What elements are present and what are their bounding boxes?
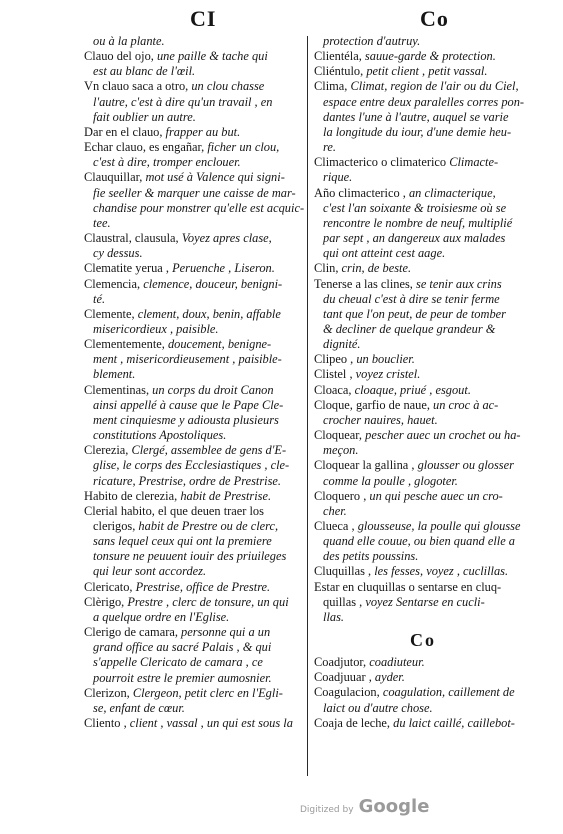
headword: Cloquero , [314,488,367,503]
headword: Cliento , [84,716,127,731]
definition: un bouclier. [353,352,415,367]
headword: Cloquear la gallina , [314,458,415,473]
dictionary-line [84,34,300,49]
definition: Clergé, assemblee de gens d'E- [128,443,287,458]
running-head-left: CI [190,6,217,31]
dictionary-line [314,685,532,700]
dictionary-line [314,216,532,231]
definition: voyez cristel. [352,367,421,382]
dictionary-line [84,125,300,140]
definition: cy dessus. [93,246,143,261]
dictionary-line [84,79,300,94]
dictionary-line [314,231,532,246]
headword: Clauo del ojo, [84,49,154,64]
definition: habit de Prestrise. [177,488,272,503]
definition: fait oublier un autre. [93,109,196,124]
headword: Clin, [314,261,339,276]
definition: tant que l'on peut, de peur de tomber [323,306,506,321]
definition: clemence, douceur, benigni- [140,276,283,291]
headword: Clipeo , [314,352,354,367]
definition: glousser ou glosser [414,458,514,473]
dictionary-line [84,110,300,125]
dictionary-line [84,337,300,352]
dictionary-line [314,79,532,94]
dictionary-line [314,125,532,140]
dictionary-line [314,367,532,382]
dictionary-line [314,413,532,428]
dictionary-line [84,625,300,640]
digitized-by-text: Digitized by [300,805,354,815]
definition: dantes l'une à l'autre, auquel se varie [323,109,509,124]
dictionary-line [84,261,300,276]
headword: Dar en el clauo, [84,124,163,139]
definition: ficher un clou, [204,140,280,155]
headword: Clericato, [84,579,133,594]
dictionary-line [314,155,532,170]
headword: Clima, [314,79,348,94]
dictionary-line [84,489,300,504]
dictionary-line [314,95,532,110]
definition: s'appelle Clericato de camara , ce [93,655,263,670]
dictionary-line [314,595,532,610]
headword: Clientéla, [314,49,362,64]
dictionary-line [84,610,300,625]
dictionary-line [84,595,300,610]
dictionary-line [84,322,300,337]
dictionary-line [314,428,532,443]
dictionary-line [84,428,300,443]
dictionary-line [84,231,300,246]
definition: voyez Sentarse en cucli- [362,594,485,609]
definition: c'est à dire, tromper enclouer. [93,155,241,170]
running-head-right: Co [420,6,449,31]
dictionary-line [84,640,300,655]
dictionary-line [314,519,532,534]
definition: un qui pesche auec un cro- [366,488,503,503]
definition: client , vassal , un qui est sous la [126,716,293,731]
headword: Cluquillas , [314,564,372,579]
dictionary-line [84,413,300,428]
definition: une paille & tache qui [153,49,268,64]
headword: Clementemente, [84,337,165,352]
dictionary-line [314,246,532,261]
definition: laict ou d'autre chose. [323,700,433,715]
definition: doucement, benigne- [164,337,272,352]
dictionary-line [314,337,532,352]
definition: la longitude du iour, d'une demie heu- [323,124,512,139]
definition: du laict caillé, caillebot- [390,715,515,730]
definition: petit client , petit vassal. [363,64,488,79]
definition: Climat, region de l'air ou du Ciel, [347,79,519,94]
definition: un corps du droit Canon [149,382,274,397]
column-divider [307,36,308,776]
dictionary-line [84,443,300,458]
definition: glousseuse, la poulle qui glousse [354,519,521,533]
dictionary-line [314,504,532,519]
dictionary-line [84,170,300,185]
dictionary-line [314,261,532,276]
definition: habit de Prestre ou de clerc, [135,519,279,533]
dictionary-line [314,489,532,504]
definition: fie seeller & marquer une caisse de mar- [93,185,296,200]
headword: quillas , [323,594,363,609]
definition: & decliner de quelque grandeur & [323,321,496,336]
definition: ainsi appellé à cause que le Pape Cle- [93,397,284,412]
dictionary-line [84,580,300,595]
section-heading [314,625,532,655]
dictionary-line [84,686,300,701]
dictionary-line [314,443,532,458]
definition: chandise pour monstrer qu'elle est acquic- [93,200,305,215]
headword: Clauquillar, [84,170,143,185]
dictionary-line [84,474,300,489]
headword: Coagulacion, [314,685,380,700]
headword: Clueca , [314,519,355,533]
headword: Habito de clerezia, [84,488,178,503]
dictionary-line [84,95,300,110]
definition: par sept , an dangereux aux malades [323,231,506,246]
dictionary-line [314,110,532,125]
dictionary-line [314,716,532,731]
dictionary-line [84,519,300,534]
headword: Clerezia, [84,443,129,458]
headword: clerigos, [93,519,136,533]
headword: Clementinas, [84,382,150,397]
dictionary-line [314,458,532,473]
definition: l'autre, c'est à dire qu'un travail , en [93,94,273,109]
definition: est au blanc de l'œil. [93,64,196,79]
definition: se, enfant de cœur. [93,700,185,715]
definition: Peruenche , Liseron. [168,261,275,276]
digitized-watermark [300,796,429,817]
headword: Clemencia, [84,276,141,291]
definition: coadiuteur. [366,655,425,670]
definition: glise, le corps des Ecclesiastiques , cle- [93,458,290,473]
definition: personne qui a un [177,625,271,640]
definition: constitutions Apostoliques. [93,428,227,443]
dictionary-line [84,701,300,716]
left-column [84,34,305,731]
definition: rencontre le nombre de neuf, multiplié [323,215,513,230]
right-column [314,34,532,731]
definition: grand office au sacré Palais , & qui [93,640,272,655]
dictionary-line [314,352,532,367]
dictionary-line [84,534,300,549]
definition: qui leur sont accordez. [93,564,207,579]
dictionary-line [84,186,300,201]
definition: llas. [323,609,344,624]
definition: tonsure ne peuuent iouir des priuileges [93,549,287,564]
definition: ricature, Prestrise, ordre de Prestrise. [93,473,282,488]
dictionary-line [84,292,300,307]
definition: clement, doux, benin, affable [134,306,281,321]
definition: un croc à ac- [429,397,499,412]
dictionary-line [314,655,532,670]
definition: ment , misericordieusement , paisible- [93,352,282,367]
dictionary-line [314,580,532,595]
dictionary-line [84,277,300,292]
dictionary-line [314,549,532,564]
definition: du cheual c'est à dire se tenir ferme [323,291,500,306]
headword: Clemente, [84,306,135,321]
dictionary-line [84,155,300,170]
headword: Cloquear, [314,428,363,443]
headword: Cloque, garfio de naue, [314,397,430,412]
headword: Año climacterico , [314,185,406,200]
dictionary-line [84,716,300,731]
definition: un clou chasse [188,79,265,94]
headword: Echar clauo, es engañar, [84,140,205,155]
definition: qui ont atteint cest aage. [323,246,446,261]
dictionary-line [84,352,300,367]
definition: Prestrise, office de Prestre. [132,579,271,594]
dictionary-line [314,307,532,322]
headword: Cliéntulo, [314,64,364,79]
section-letter: Co [410,630,436,651]
definition: cloaque, priué , esgout. [351,382,471,397]
headword: Coadjuuar , [314,670,372,685]
headword: Coadjutor, [314,655,367,670]
dictionary-line [314,277,532,292]
definition: pourroit estre le premier aumosnier. [93,670,272,685]
definition: ou à la plante. [93,34,165,48]
headword: Clèrigo, [84,594,125,609]
definition: protection d'autruy. [323,34,421,48]
dictionary-line [84,564,300,579]
dictionary-line [314,322,532,337]
definition: sans lequel ceux qui ont la premiere [93,534,272,549]
definition: des petits poussins. [323,549,419,564]
definition: a quelque ordre en l'Eglise. [93,609,230,624]
definition: misericordieux , paisible. [93,321,219,336]
headword: Clematite yerua , [84,261,169,276]
headword: Clistel , [314,367,353,382]
definition: espace entre deux paralelles corres pon- [323,94,525,109]
headword: Estar en cluquillas o sentarse en cluq- [314,579,502,594]
dictionary-line [84,383,300,398]
dictionary-line [314,474,532,489]
definition: Climacte- [446,155,499,170]
definition: an climacterique, [405,185,496,200]
dictionary-line [84,458,300,473]
definition: sauue-garde & protection. [361,49,496,64]
headword: Claustral, clausula, [84,231,179,246]
dictionary-line [84,655,300,670]
definition: ayder. [371,670,405,685]
dictionary-line [314,186,532,201]
definition: se tenir aux crins [412,276,502,291]
dictionary-line [314,610,532,625]
dictionary-line [84,549,300,564]
dictionary-line [314,64,532,79]
definition: comme la poulle , glogoter. [323,473,458,488]
definition: cher. [323,503,347,518]
dictionary-line [314,170,532,185]
headword: Cloaca, [314,382,352,397]
definition: crocher nauires, hauet. [323,412,438,427]
dictionary-line [84,49,300,64]
definition: pescher auec un crochet ou ha- [362,428,521,443]
definition: Clergeon, petit clerc en l'Egli- [129,685,283,700]
dictionary-line [84,216,300,231]
definition: dignité. [323,337,361,352]
dictionary-line [84,398,300,413]
definition: meçon. [323,443,359,458]
dictionary-line [84,504,300,519]
definition: c'est l'an soixante & troisiesme où se [323,200,507,215]
dictionary-line [314,383,532,398]
dictionary-line [314,140,532,155]
definition: crin, de beste. [338,261,412,276]
definition: re. [323,140,336,155]
dictionary-line [314,670,532,685]
headword: Clerigo de camara, [84,625,178,640]
definition: frapper au but. [162,124,241,139]
definition: mot usé à Valence qui signi- [142,170,285,185]
definition: ment cinquiesme y adiousta plusieurs [93,412,279,427]
definition: Voyez apres clase, [178,231,272,246]
definition: coagulation, caillement de [379,685,515,700]
google-logo-text: Google [358,796,430,817]
dictionary-line [84,307,300,322]
dictionary-line [84,671,300,686]
definition: rique. [323,170,353,185]
dictionary-line [314,201,532,216]
dictionary-line [314,398,532,413]
dictionary-line [84,200,305,216]
dictionary-line [314,292,532,307]
definition: quand elle couue, ou bien quand elle a [323,534,516,549]
headword: Clerizon, [84,685,130,700]
headword: Coaja de leche, [314,715,391,730]
dictionary-line [314,534,532,549]
dictionary-line [314,34,532,49]
dictionary-line [84,246,300,261]
headword: Vn clauo saca a otro, [84,79,189,94]
dictionary-line [84,140,300,155]
headword: Climacterico o climaterico [314,155,447,170]
definition: blement. [93,367,136,382]
definition: té. [93,291,106,306]
dictionary-line [314,564,532,579]
dictionary-line [84,64,300,79]
headword: Clerial habito, el que deuen traer los [84,503,264,518]
definition: tee. [93,215,111,230]
dictionary-line [314,701,532,716]
dictionary-line [314,49,532,64]
definition: les fesses, voyez , cuclillas. [371,564,509,579]
dictionary-line [84,367,300,382]
definition: Prestre , clerc de tonsure, un qui [124,594,289,609]
headword: Tenerse a las clines, [314,276,413,291]
